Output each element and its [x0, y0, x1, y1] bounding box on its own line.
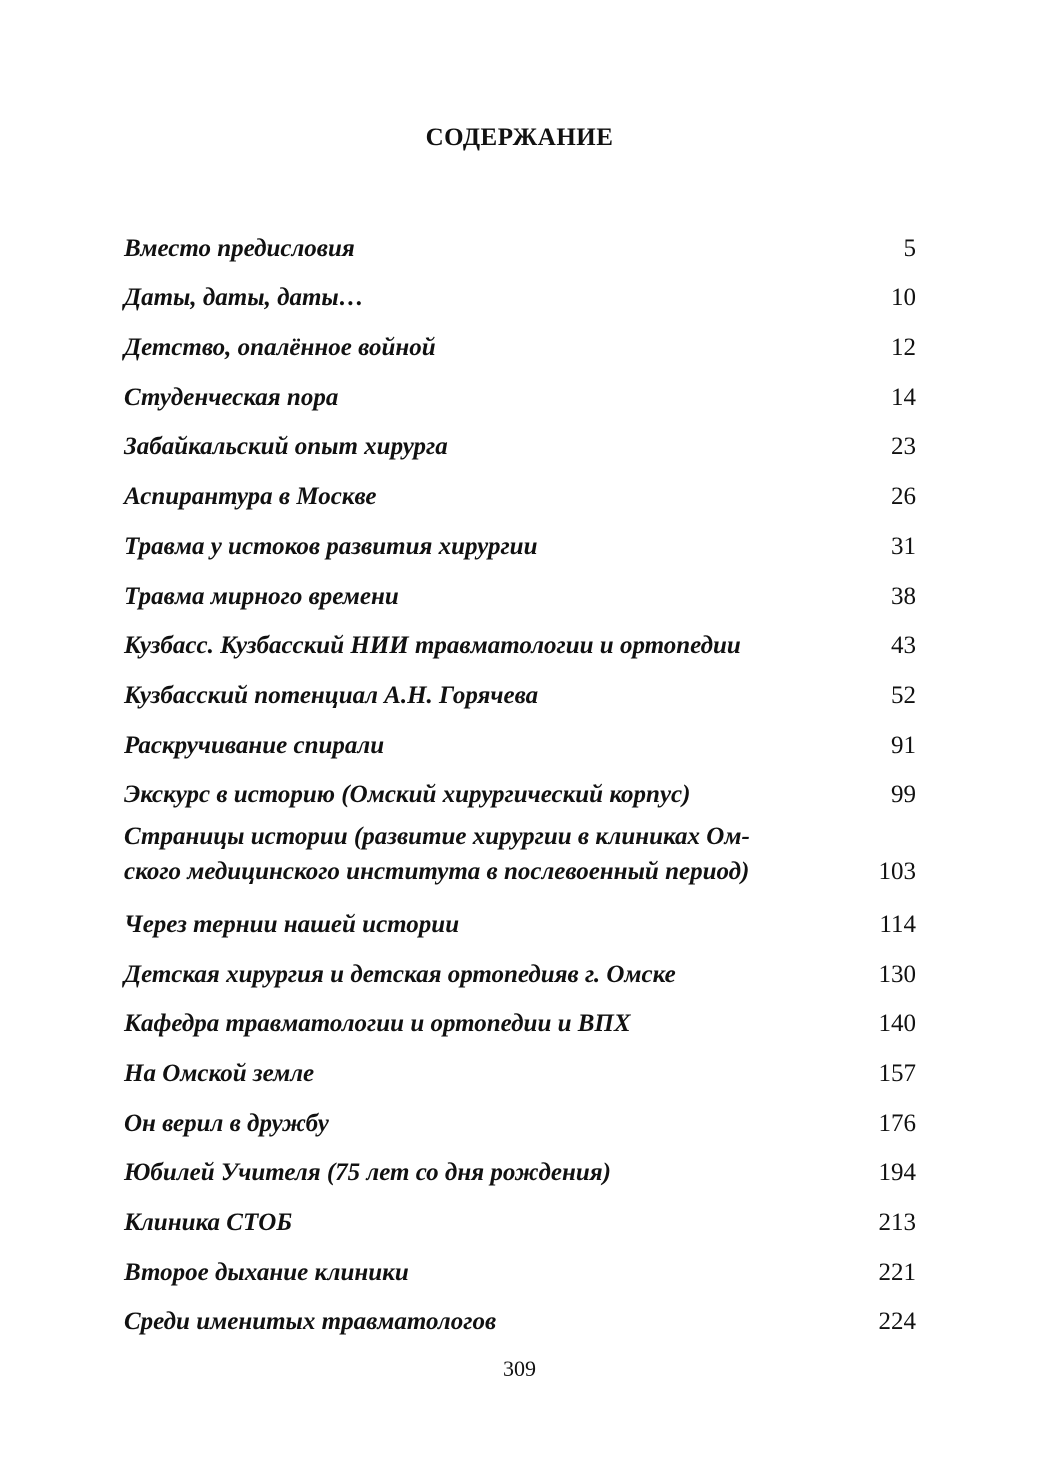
- toc-entry-page: 194: [878, 1159, 916, 1187]
- toc-entry-page: 5: [903, 234, 916, 262]
- toc-entry: [124, 818, 916, 891]
- toc-entry-page: 91: [891, 731, 916, 759]
- toc-entry-title: Раскручивание спирали: [124, 731, 385, 759]
- page-title: СОДЕРЖАНИЕ: [425, 124, 614, 151]
- toc-entry: [124, 468, 916, 518]
- toc-entry-page: 38: [891, 582, 916, 610]
- toc-entry-title: Он верил в дружбу: [124, 1109, 329, 1137]
- toc-entry: [124, 717, 916, 767]
- toc-entry-title: Студенческая пора: [124, 383, 339, 411]
- toc-entry-page: 224: [878, 1308, 916, 1336]
- toc-entry-title: Кузбасс. Кузбасский НИИ травматологии и ортопедии: [124, 632, 741, 660]
- toc-entry-page: 31: [891, 532, 916, 560]
- toc-entry-title: Даты, даты, даты…: [124, 284, 364, 312]
- toc-entry-page: 43: [891, 632, 916, 660]
- toc-entry-page: 103: [878, 858, 916, 886]
- toc-entry: [124, 667, 916, 717]
- toc-entry-title: Травма у истоков развития хирургии: [124, 532, 538, 560]
- toc-entry: [124, 1095, 916, 1145]
- toc-entry-title: Аспирантура в Москве: [124, 483, 377, 511]
- toc-entry: [124, 1145, 916, 1195]
- toc-entry: [124, 896, 916, 946]
- toc-entry: [124, 1294, 916, 1344]
- toc-entry-page: 14: [891, 383, 916, 411]
- toc-entry-page: 52: [891, 681, 916, 709]
- toc-entry-title: Детство, опалённое войной: [124, 334, 436, 362]
- toc-entry: [124, 1045, 916, 1095]
- toc-entry-page: 130: [878, 960, 916, 988]
- toc-entry: [124, 518, 916, 568]
- toc-entry-title: Кафедра травматологии и ортопедии и ВПХ: [124, 1010, 631, 1038]
- toc-entry-title: Через тернии нашей истории: [124, 910, 460, 938]
- toc-entry: [124, 369, 916, 419]
- toc-entry: [124, 767, 916, 817]
- toc-entry-title: Травма мирного времени: [124, 582, 399, 610]
- toc-entry: [124, 319, 916, 369]
- toc-entry-title: Второе дыхание клиники: [124, 1258, 409, 1286]
- toc-entry: [124, 946, 916, 996]
- toc-entry-page: 10: [891, 284, 916, 312]
- toc-entry: [124, 1194, 916, 1244]
- toc-entry-page: 99: [891, 781, 916, 809]
- toc-entry-page: 140: [878, 1010, 916, 1038]
- toc-entry-title: Клиника СТОБ: [124, 1209, 293, 1237]
- toc-entry-page: 157: [878, 1060, 916, 1087]
- toc-entry-page: 26: [891, 483, 916, 511]
- toc-entry-title: Забайкальский опыт хирурга: [124, 433, 448, 461]
- toc-entry-page: 12: [891, 334, 916, 362]
- toc-entry: [124, 1244, 916, 1294]
- toc-entry: [124, 996, 916, 1046]
- toc-entry-title-line: Страницы истории (развитие хирургии в клиниках Ом-: [124, 823, 750, 851]
- toc-entry-title: Кузбасский потенциал А.Н. Горячева: [124, 681, 539, 709]
- toc-entry-page: 114: [879, 910, 916, 938]
- toc-entry: [124, 568, 916, 618]
- toc-entry-page: 23: [891, 433, 916, 461]
- toc-entry-title: Экскурс в историю (Омский хирургический корпус): [124, 781, 691, 809]
- toc-entry-title: [124, 819, 750, 891]
- toc-entry-page: 213: [878, 1209, 916, 1237]
- toc-entry: [124, 270, 916, 320]
- toc-entry-title-line: ского медицинского института в послевоенный период): [124, 858, 750, 886]
- page-number: 309: [503, 1356, 536, 1381]
- toc-entry-title: Вместо предисловия: [124, 234, 355, 262]
- toc-entry-title: Детская хирургия и детская ортопедияв г. Омске: [124, 960, 676, 988]
- toc-entry-page: 176: [878, 1109, 916, 1137]
- toc-entry-title: Юбилей Учителя (75 лет со дня рождения): [124, 1159, 611, 1187]
- toc-entry-title: Среди именитых травматологов: [124, 1308, 497, 1336]
- toc-entry: [124, 618, 916, 668]
- toc-entry: [124, 220, 916, 270]
- toc-entry: [124, 419, 916, 469]
- toc-entry-title: На Омской земле: [124, 1060, 315, 1087]
- toc-entry-page: 221: [878, 1258, 916, 1286]
- table-of-contents: [124, 220, 916, 1343]
